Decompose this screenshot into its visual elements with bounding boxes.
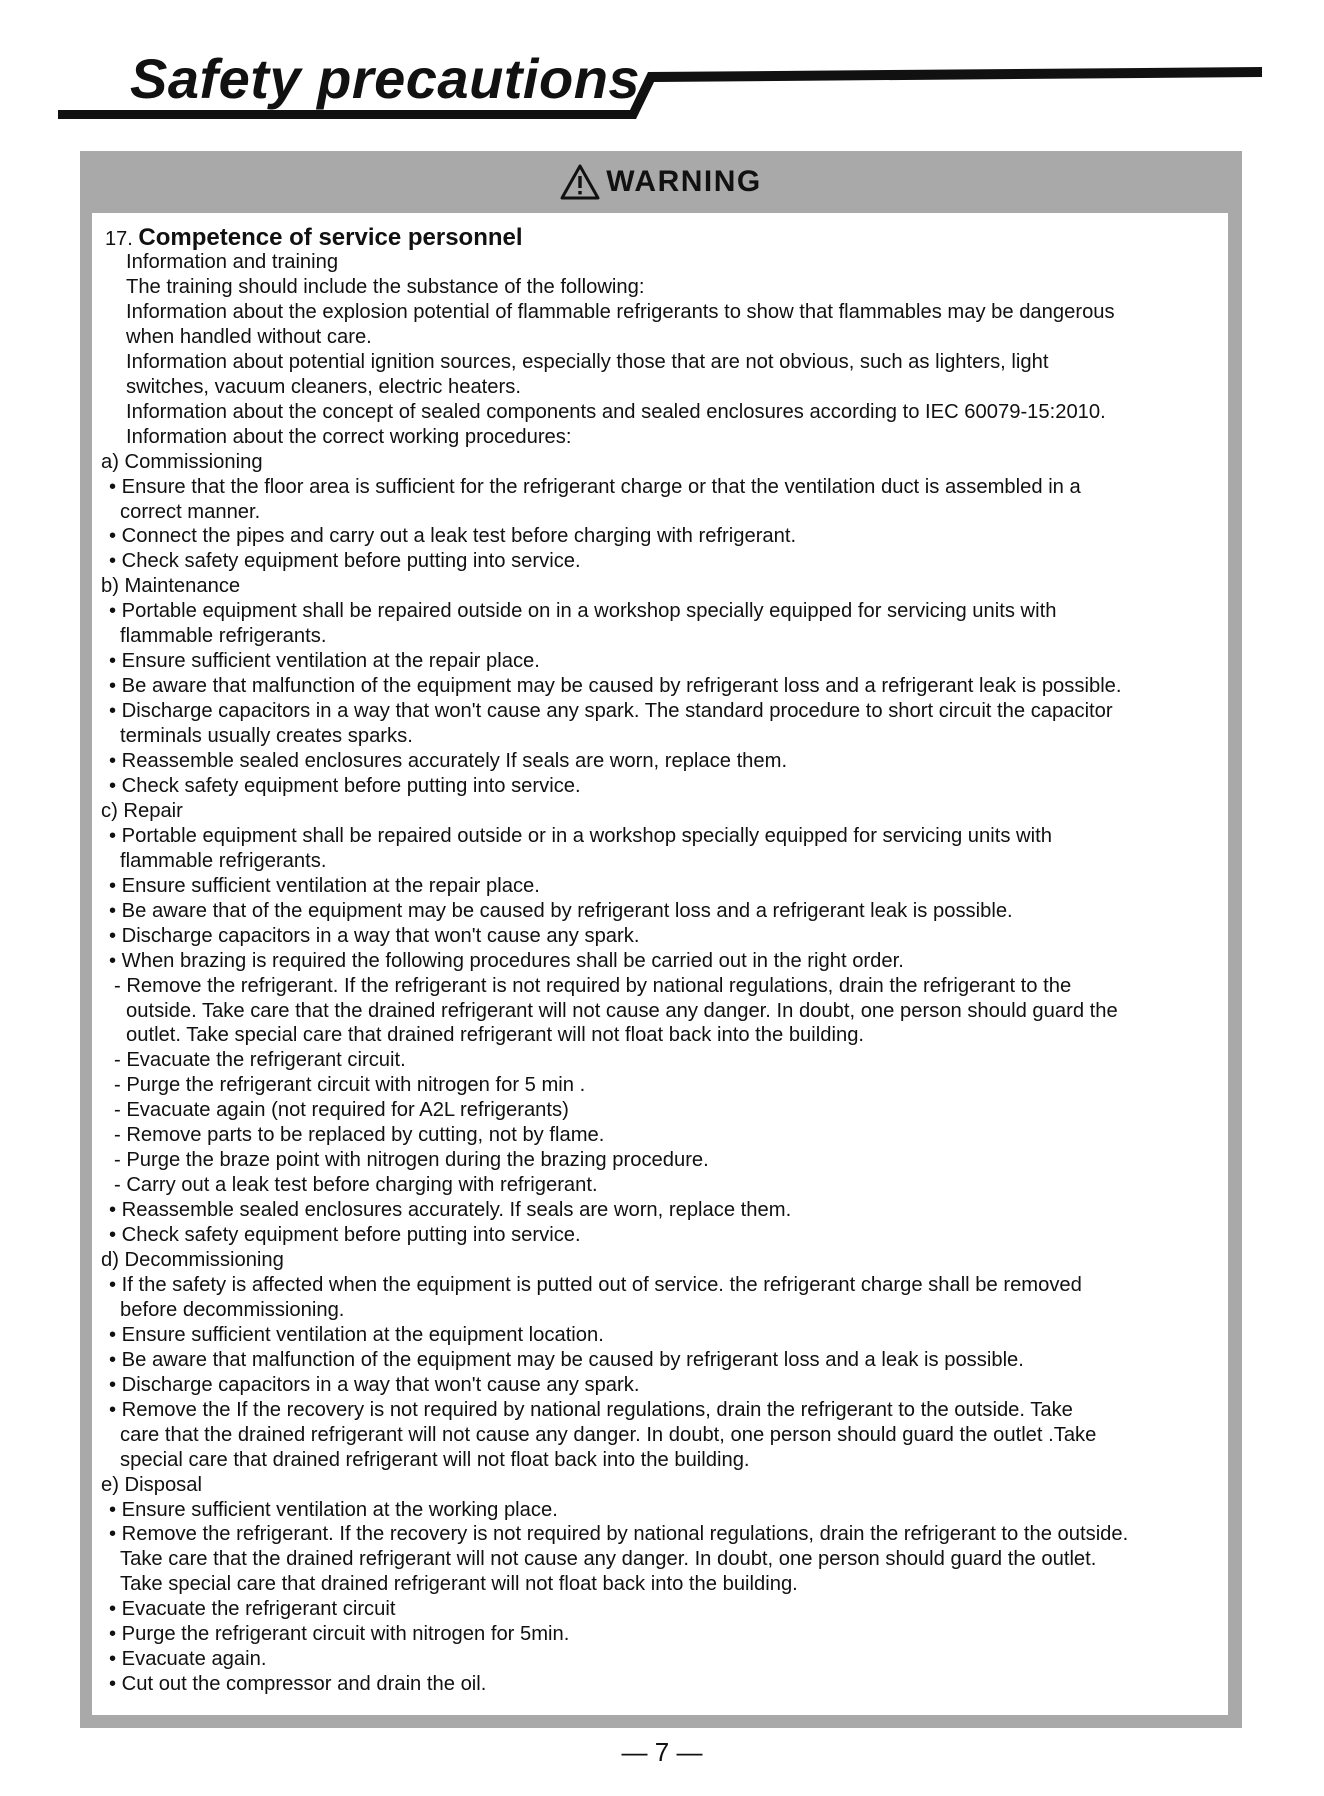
text-line: • Check safety equipment before putting into service.: [109, 1224, 581, 1247]
text-line: care that the drained refrigerant will not cause any danger. In doubt, one person should guard the outlet .Take: [120, 1423, 1097, 1446]
section-title: Competence of service personnel: [138, 224, 523, 251]
text-line: d) Decommissioning: [101, 1249, 284, 1271]
text-line: • Portable equipment shall be repaired outside or in a workshop specially equipped for servicing units with: [109, 824, 1052, 847]
page-number: — 7 —: [621, 1737, 703, 1767]
text-line: • When brazing is required the following procedures shall be carried out in the right order.: [109, 949, 904, 972]
warning-header: [80, 151, 1242, 213]
text-line: • Remove the refrigerant. If the recovery is not required by national regulations, drain the refrigerant to the outside.: [109, 1523, 1129, 1546]
text-line: • Ensure sufficient ventilation at the equipment location.: [109, 1323, 604, 1346]
text-line: • Ensure that the floor area is sufficient for the refrigerant charge or that the ventilation duct is assembled in a: [109, 475, 1081, 498]
text-line: flammable refrigerants.: [120, 625, 327, 648]
text-line: Information about the correct working procedures:: [126, 425, 572, 448]
warning-panel: [80, 151, 1242, 1728]
text-line: outlet. Take special care that drained refrigerant will not float back into the building.: [126, 1024, 865, 1047]
text-line: • Discharge capacitors in a way that won't cause any spark.: [109, 924, 640, 947]
section-number: 17.: [105, 228, 133, 250]
text-line: - Remove parts to be replaced by cutting, not by flame.: [114, 1124, 605, 1147]
text-line: • Ensure sufficient ventilation at the repair place.: [109, 874, 540, 897]
text-line: b) Maintenance: [101, 575, 241, 598]
text-line: outside. Take care that the drained refrigerant will not cause any danger. In doubt, one person should guard the: [126, 999, 1118, 1022]
text-line: switches, vacuum cleaners, electric heaters.: [126, 375, 521, 398]
text-line: Take care that the drained refrigerant will not cause any danger. In doubt, one person should guard the outlet.: [120, 1548, 1097, 1571]
warning-label: WARNING: [606, 165, 762, 198]
text-line: - Purge the braze point with nitrogen during the brazing procedure.: [114, 1149, 709, 1172]
text-line: • Evacuate again.: [109, 1648, 267, 1671]
text-line: • Be aware that malfunction of the equipment may be caused by refrigerant loss and a refrigerant leak is possible.: [109, 675, 1122, 698]
text-line: correct manner.: [120, 500, 261, 523]
text-line: • Portable equipment shall be repaired outside on in a workshop specially equipped for servicing units with: [109, 600, 1057, 623]
text-line: - Carry out a leak test before charging with refrigerant.: [114, 1174, 598, 1197]
text-line: • Discharge capacitors in a way that won't cause any spark.: [109, 1373, 640, 1396]
text-line: terminals usually creates sparks.: [120, 725, 413, 748]
text-line: • Evacuate the refrigerant circuit: [109, 1598, 396, 1621]
warning-triangle-icon: [560, 163, 600, 201]
text-line: before decommissioning.: [120, 1298, 345, 1321]
text-line: • Reassemble sealed enclosures accurately. If seals are worn, replace them.: [109, 1199, 792, 1222]
text-line: - Purge the refrigerant circuit with nitrogen for 5 min .: [114, 1074, 586, 1097]
text-line: - Remove the refrigerant. If the refrigerant is not required by national regulations, drain the refrigerant to the: [114, 974, 1072, 997]
text-line: c) Repair: [101, 799, 183, 822]
text-line: • Discharge capacitors in a way that won't cause any spark. The standard procedure to short circuit the capacitor: [109, 700, 1113, 723]
page-title: Safety precautions: [130, 47, 641, 110]
text-line: a) Commissioning: [101, 450, 263, 473]
text-line: • Cut out the compressor and drain the oil.: [109, 1673, 487, 1696]
text-line: • Purge the refrigerant circuit with nitrogen for 5min.: [109, 1623, 570, 1646]
text-line: • Remove the If the recovery is not required by national regulations, drain the refrigerant to the outside. Take: [109, 1398, 1073, 1421]
text-line: • Reassemble sealed enclosures accurately If seals are worn, replace them.: [109, 750, 788, 772]
text-line: Information about the explosion potential of flammable refrigerants to show that flammables may be dangerous: [126, 300, 1115, 323]
section-text: [92, 213, 1228, 1715]
text-line: special care that drained refrigerant will not float back into the building.: [120, 1448, 750, 1471]
text-line: - Evacuate again (not required for A2L refrigerants): [114, 1099, 569, 1122]
text-line: - Evacuate the refrigerant circuit.: [114, 1049, 406, 1072]
text-line: Information and training: [126, 251, 339, 273]
warning-content: [92, 213, 1228, 1715]
text-line: Information about the concept of sealed components and sealed enclosures according to IEC 60079-15:2010.: [126, 400, 1106, 423]
text-line: e) Disposal: [101, 1473, 202, 1496]
text-line: • Be aware that malfunction of the equipment may be caused by refrigerant loss and a leak is possible.: [109, 1348, 1024, 1371]
text-line: Information about potential ignition sources, especially those that are not obvious, such as lighters, light: [126, 350, 1049, 373]
text-line: • Be aware that of the equipment may be caused by refrigerant loss and a refrigerant leak is possible.: [109, 899, 1013, 922]
section-heading: [105, 225, 523, 252]
text-line: • Ensure sufficient ventilation at the working place.: [109, 1498, 558, 1521]
text-line: • Connect the pipes and carry out a leak test before charging with refrigerant.: [109, 525, 797, 548]
text-line: when handled without care.: [126, 325, 372, 348]
text-line: • Check safety equipment before putting into service.: [109, 550, 581, 573]
text-line: • Check safety equipment before putting into service.: [109, 774, 581, 797]
text-line: Take special care that drained refrigerant will not float back into the building.: [120, 1573, 798, 1596]
text-line: The training should include the substance of the following:: [126, 275, 645, 298]
text-line: flammable refrigerants.: [120, 849, 327, 872]
text-line: • Ensure sufficient ventilation at the repair place.: [109, 650, 540, 673]
text-line: • If the safety is affected when the equipment is putted out of service. the refrigerant charge shall be removed: [109, 1273, 1082, 1296]
